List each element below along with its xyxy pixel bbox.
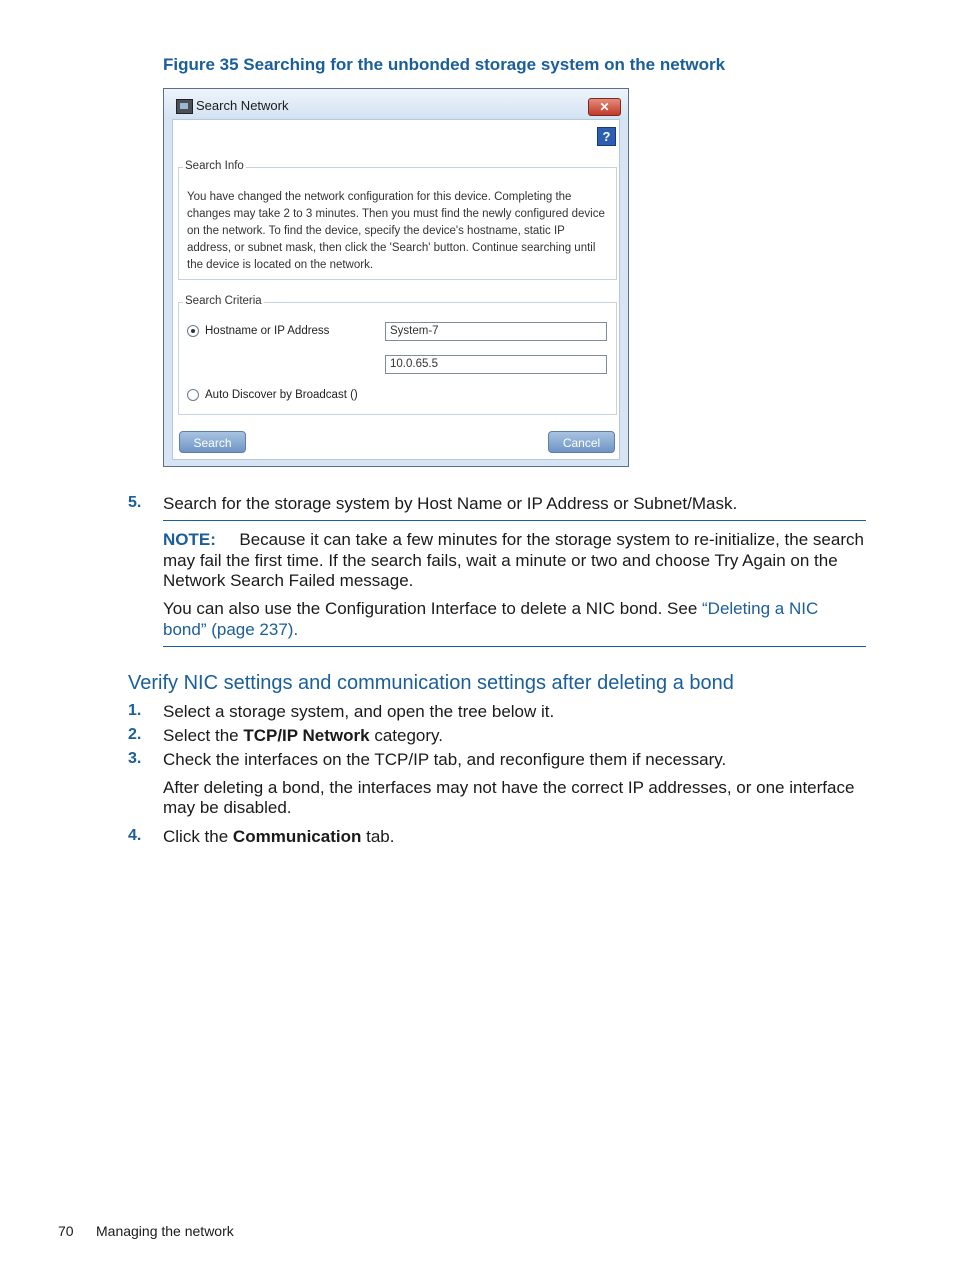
hostname-field[interactable]: System-7 bbox=[385, 322, 607, 341]
close-button[interactable]: ✕ bbox=[588, 98, 621, 116]
step-text: Search for the storage system by Host Name or IP Address or Subnet/Mask. bbox=[163, 494, 738, 513]
step-text-pre: Click the bbox=[163, 827, 233, 846]
step-text bbox=[163, 725, 443, 746]
search-button[interactable]: Search bbox=[179, 431, 246, 453]
note-text-1: Because it can take a few minutes for the storage system to re-initialize, the search bbox=[239, 530, 864, 549]
note-line-3: Network Search Failed message. bbox=[163, 571, 414, 590]
search-criteria-legend: Search Criteria bbox=[185, 295, 262, 307]
section-heading: Verify NIC settings and communication settings after deleting a bond bbox=[128, 672, 734, 694]
step-text bbox=[163, 826, 394, 847]
broadcast-radio[interactable] bbox=[187, 389, 199, 401]
step-text: Select a storage system, and open the tree below it. bbox=[163, 702, 555, 721]
step-subtext-2: may be disabled. bbox=[163, 798, 292, 817]
search-info-group bbox=[178, 160, 617, 280]
footer-section: Managing the network bbox=[96, 1223, 234, 1239]
search-network-dialog bbox=[163, 88, 629, 467]
step-text-post: tab. bbox=[361, 827, 395, 846]
deleting-nic-bond-link[interactable]: “Deleting a NIC bbox=[702, 599, 819, 618]
note-label: NOTE: bbox=[163, 530, 216, 549]
step-number: 3. bbox=[128, 750, 142, 767]
figure-caption: Figure 35 Searching for the unbonded storage system on the network bbox=[163, 55, 726, 74]
step-subtext-1: After deleting a bond, the interfaces may not have the correct IP addresses, or one interface bbox=[163, 778, 855, 797]
app-icon bbox=[176, 99, 193, 114]
also-text: You can also use the Configuration Interface to delete a NIC bond. See bbox=[163, 599, 703, 618]
step-number: 4. bbox=[128, 827, 142, 844]
hostname-radio[interactable] bbox=[187, 325, 199, 337]
search-info-legend: Search Info bbox=[185, 160, 244, 172]
link-period: . bbox=[293, 620, 299, 639]
step-number: 2. bbox=[128, 726, 142, 743]
dialog-titlebar bbox=[164, 89, 628, 119]
deleting-nic-bond-link-cont[interactable]: bond” (page 237) bbox=[163, 620, 294, 639]
step-number: 5. bbox=[128, 494, 142, 511]
step-text: Check the interfaces on the TCP/IP tab, and reconfigure them if necessary. bbox=[163, 750, 727, 769]
dialog-title: Search Network bbox=[196, 98, 289, 113]
dialog-client-area bbox=[172, 119, 620, 460]
broadcast-radio-label: Auto Discover by Broadcast () bbox=[205, 389, 358, 401]
step-text-pre: Select the bbox=[163, 726, 244, 745]
search-info-text: You have changed the network configuration for this device. Completing the changes may take 2 to 3 minutes. Then you must find the newly configured device on the network. To find the device, specify the device's hostname, static IP address, or subnet mask, then click the 'Search' button. Continue searching until the device is located on the network. bbox=[187, 191, 605, 271]
step-text-bold: TCP/IP Network bbox=[243, 726, 370, 745]
help-button[interactable]: ? bbox=[597, 127, 616, 146]
also-line-2 bbox=[163, 619, 298, 640]
note-bottom-rule bbox=[163, 646, 866, 647]
step-number: 1. bbox=[128, 702, 142, 719]
step-text-post: category. bbox=[369, 726, 443, 745]
page-number: 70 bbox=[58, 1223, 74, 1239]
search-criteria-group bbox=[178, 295, 617, 415]
note-line-2: may fail the first time. If the search fails, wait a minute or two and choose Try Again on the bbox=[163, 551, 838, 570]
ip-address-field[interactable]: 10.0.65.5 bbox=[385, 355, 607, 374]
hostname-radio-label: Hostname or IP Address bbox=[205, 325, 330, 337]
note-top-rule bbox=[163, 520, 866, 521]
step-text-bold: Communication bbox=[232, 827, 362, 846]
cancel-button[interactable]: Cancel bbox=[548, 431, 615, 453]
also-line-1 bbox=[163, 598, 818, 619]
note-line-1 bbox=[163, 529, 866, 550]
